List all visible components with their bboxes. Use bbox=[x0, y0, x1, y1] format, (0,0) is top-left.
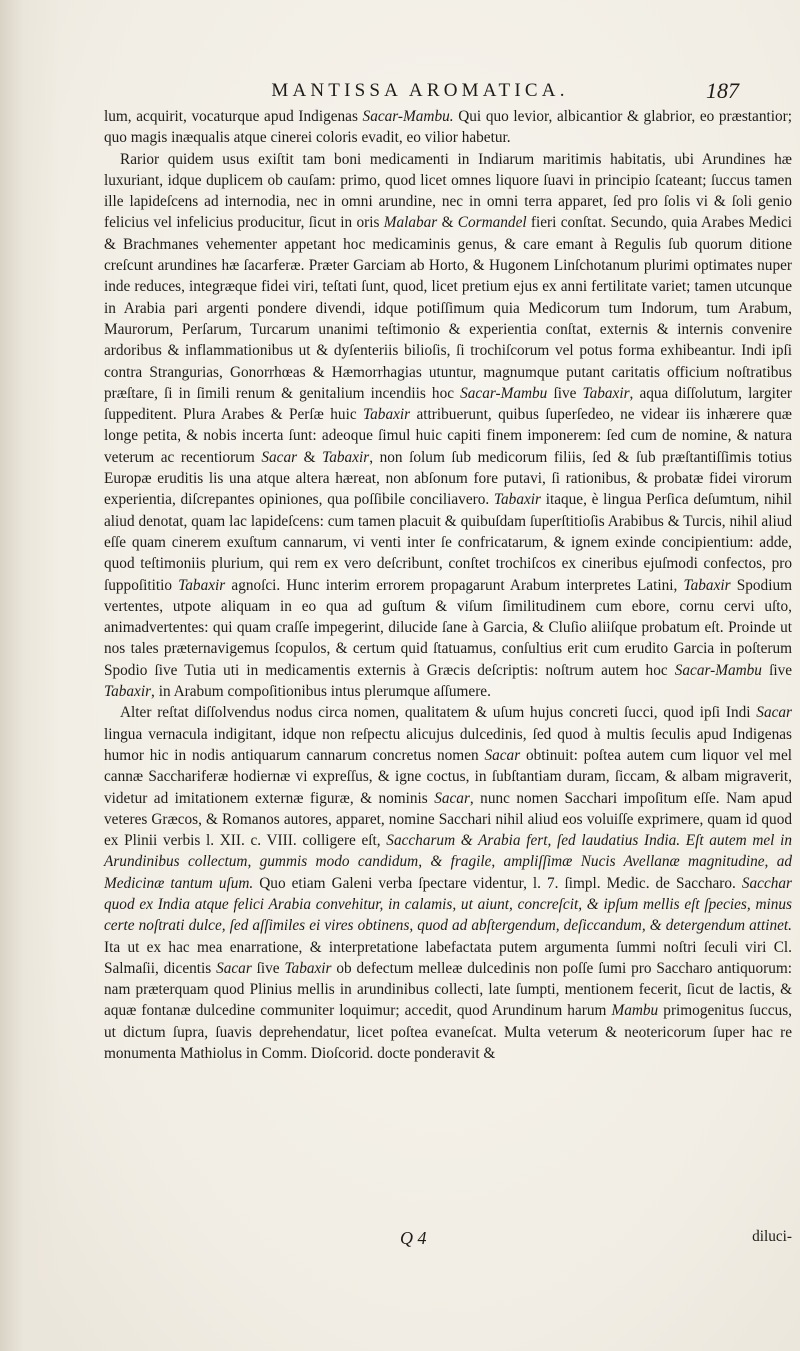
italic-run: Tabaxir bbox=[363, 406, 411, 424]
italic-run: Sacar bbox=[756, 704, 792, 722]
italic-run: Saccharum & Arabia fert, ſed laudatius India. Eſt autem mel in Arundinibus collectum, gummis modo candidum, & fragile, ampliſſimæ Nucis Avellanæ magnitudine, ad Medicinæ tantum uſum. bbox=[104, 832, 792, 892]
text-run: attribuerunt, quibus ſuperſedeo, ne videar iis inhærere quæ longe petita, & nobis incerta ſunt: adeoque ſimul huic capiti finem imponerem: ſed cum de nomine, & natura veterum ac recentiorum bbox=[104, 406, 792, 466]
italic-run: Tabaxir bbox=[178, 576, 226, 594]
italic-run: Tabaxir bbox=[683, 576, 731, 594]
text-run: , in Arabum compoſitionibus intus plerumque aſſumere. bbox=[151, 683, 491, 701]
text-run: & bbox=[297, 448, 323, 466]
text-run: Alter reſtat diſſolvendus nodus circa nomen, qualitatem & uſum hujus concreti ſucci, quod ipſi Indi bbox=[120, 704, 757, 722]
text-run: Ita ut ex hac mea enarratione, & interpretatione labefactata putem argumenta ſummi noſtri ſeculi viri Cl. Salmaſii, dicentis bbox=[104, 938, 792, 977]
paragraph-1 bbox=[104, 106, 792, 149]
text-run: Spodium vertentes, utpote aliquam in eo qua ad guſtum & viſum ſimilitudinem cum ebore, cornu cervi uſto, animadvertentes: qui quam craſſe impegerint, dilucide ſane à Garcia, & Cluſio aliiſque probatum eſt. Proinde ut nos tales præternavigemus ſcopulos, & certum quid ſtatuamus, conſultius erit cum erudito Garcia in poſterum Spodio ſive Tutia uti in medicamentis externis à Græcis deſcriptis: noſtrum autem hoc bbox=[104, 576, 792, 679]
text-run: Rarior quidem usus exiſtit tam boni medicamenti in Indiarum maritimis habitatis, ubi Arundines hæ luxuriant, idque duplicem ob cauſam: primo, quod licet omnes liquore ſuavi in principio ſcateant; ſuccus tamen ille lapideſcens ad internodia, nec in omni arundine, nec in omni terra apparet, ſed pro ſolis vi & ſoli genio felicius vel infelicius producitur, ſicut in oris bbox=[104, 150, 792, 232]
italic-run: Tabaxir bbox=[284, 959, 332, 977]
signature-mark: Q 4 bbox=[400, 1228, 427, 1248]
italic-run: Sacchar quod ex India atque felici Arabia convehitur, in calamis, ut aiunt, concreſcit, & ipſum mellis eſt ſpecies, minus certe noſtrati dulce, ſed aſſimiles ei vires obtinens, quod ad abſtergendum, deſiccandum, & detergendum attinet. bbox=[104, 874, 792, 935]
text-run: , aqua diſſolutum, largiter ſuppeditent. Plura Arabes & Perſæ huic bbox=[104, 384, 792, 424]
italic-run: Sacar bbox=[434, 789, 470, 807]
italic-run: Mambu bbox=[611, 1002, 659, 1020]
text-run: obtinuit: poſtea autem cum liquor vel mel cannæ Sacchariferæ hodiernæ vi expreſſus, & igne coctus, in ſubſtantiam duram, ſiccam, & albam migraverit, videtur ad imitationem externæ figuræ, & nominis bbox=[104, 746, 792, 807]
text-run: & bbox=[437, 214, 458, 232]
text-run: itaque, è lingua Perſica deſumtum, nihil aliud denotat, quam lac lapideſcens: cum tamen placuit & quibuſdam ſuperſtitioſis Arabibus & Turcis, nihil aliud eſſe quam cinerem exuſtum cannarum, vi venti inter ſe confricatarum, & ignem exinde concipientium: adde, quod teſtimoniis plurium, qui rem ex vero deſcribunt, conſtet trochiſcos ex cineribus ejuſmodi confectos, pro ſuppoſititio bbox=[104, 491, 793, 594]
main-text bbox=[104, 106, 792, 1064]
page-footer bbox=[104, 1228, 792, 1252]
text-run: ſive bbox=[761, 661, 793, 679]
text-run: primogenitus ſuccus, ut dictum ſupra, ſuavis deprehendatur, licet poſtea evaneſcat. Multa veterum & neotericorum ſuper hac re monumenta Mathiolus in Comm. Dioſcorid. docte ponderavit & bbox=[104, 1002, 792, 1063]
italic-run: Sacar-Mambu bbox=[460, 384, 548, 402]
italic-run: Tabaxir bbox=[582, 384, 630, 402]
italic-run: Sacar bbox=[216, 959, 252, 977]
italic-run: Sacar bbox=[484, 746, 521, 764]
page-gutter-shadow bbox=[0, 0, 60, 1351]
paragraph-2 bbox=[104, 149, 792, 703]
text-run: lingua vernacula indigitant, idque non reſpectu alicujus dulcedinis, ſed quod à multis ſeculis apud Indigenas humor hic in nodis antiquarum cannarum concretus nomen bbox=[104, 725, 792, 764]
italic-run: Malabar bbox=[383, 214, 438, 232]
italic-run: Cormandel bbox=[457, 214, 527, 232]
paragraph-3 bbox=[104, 702, 792, 1064]
text-run: , non ſolum ſub medicorum filiis, ſed & ſub præſtantiſſimis totius Europæ eruditis lis una atque altera hæreat, non abſonum fore putavi, ſi rationibus, & probatæ fidei virorum experientia, diſcrepantes opiniones, qua poſſibile conciliavero. bbox=[104, 448, 792, 509]
text-run: , nunc nomen Sacchari impoſitum eſſe. Nam apud veteres Græcos, & Romanos autores, apparet, nomine Sacchari nihil aliud eos voluiſſe exprimere, quam id quod ex Plinii verbis l. XII. c. VIII. colligere eſt, bbox=[104, 789, 792, 850]
text-run: ſive bbox=[251, 959, 285, 977]
text-run: Quo etiam Galeni verba ſpectare videntur, l. 7. ſimpl. Medic. de Saccharo. bbox=[253, 874, 742, 892]
catchword: diluci- bbox=[752, 1228, 792, 1245]
italic-run: Tabaxir bbox=[322, 448, 370, 466]
text-run: Qui quo levior, albicantior & glabrior, eo præstantior; quo magis inæqualis atque cinerei coloris evadit, eo vilior habetur. bbox=[104, 108, 792, 147]
italic-run: Sacar-Mambu. bbox=[362, 108, 454, 125]
text-run: ſive bbox=[547, 384, 583, 402]
page-number: 187 bbox=[706, 78, 739, 103]
text-run: agnoſci. Hunc interim errorem propagarunt Arabum interpretes Latini, bbox=[225, 576, 684, 594]
running-title: MANTISSA AROMATICA. bbox=[271, 80, 569, 101]
italic-run: Tabaxir bbox=[493, 491, 541, 509]
italic-run: Tabaxir bbox=[104, 683, 152, 701]
text-run: fieri conſtat. Secundo, quia Arabes Medici & Brachmanes vehementer appetant hoc medicaminis genus, & care emant à Regulis ſub quorum ditione creſcunt arundines hæ ſacarferæ. Præter Garciam ab Horto, & Hugonem Linſchotanum plurimi optimates nuper inde reduces, integræque fidei viri, teſtati ſunt, quod, licet pretium ejus ex anni fertilitate variet; tamen utcunque in Arabia pari argenti pondere divendi, idque potiſſimum quia Medicorum tum Indorum, tum Arabum, Maurorum, Perſarum, Turcarum unanimi teſtimonio & experientia conſtat, externis & internis convenire ardoribus & inflammationibus ut & dyſenteriis bilioſis, ſi trochiſcorum vel potus forma exhibeantur. Indi ipſi contra Strangurias, Gonorrhœas & Hæmorrhagias utuntur, magnumque putant caritatis officium noſtratibus præſtare, ſi in ſimili renum & genitalium incendiis hoc bbox=[104, 214, 793, 402]
text-run: ob defectum melleæ dulcedinis non poſſe ſumi pro Saccharo antiquorum: nam præterquam quod Plinius mellis in arundinibus collecti, late ſumpti, mentionem fecerit, ſicut de lactis, & aquæ fontanæ dulcedine communiter loquimur; accedit, quod Arundinum harum bbox=[104, 959, 792, 1020]
text-run: lum, acquirit, vocaturque apud Indigenas bbox=[104, 108, 363, 125]
italic-run: Sacar bbox=[261, 448, 298, 466]
italic-run: Sacar-Mambu bbox=[674, 661, 762, 679]
